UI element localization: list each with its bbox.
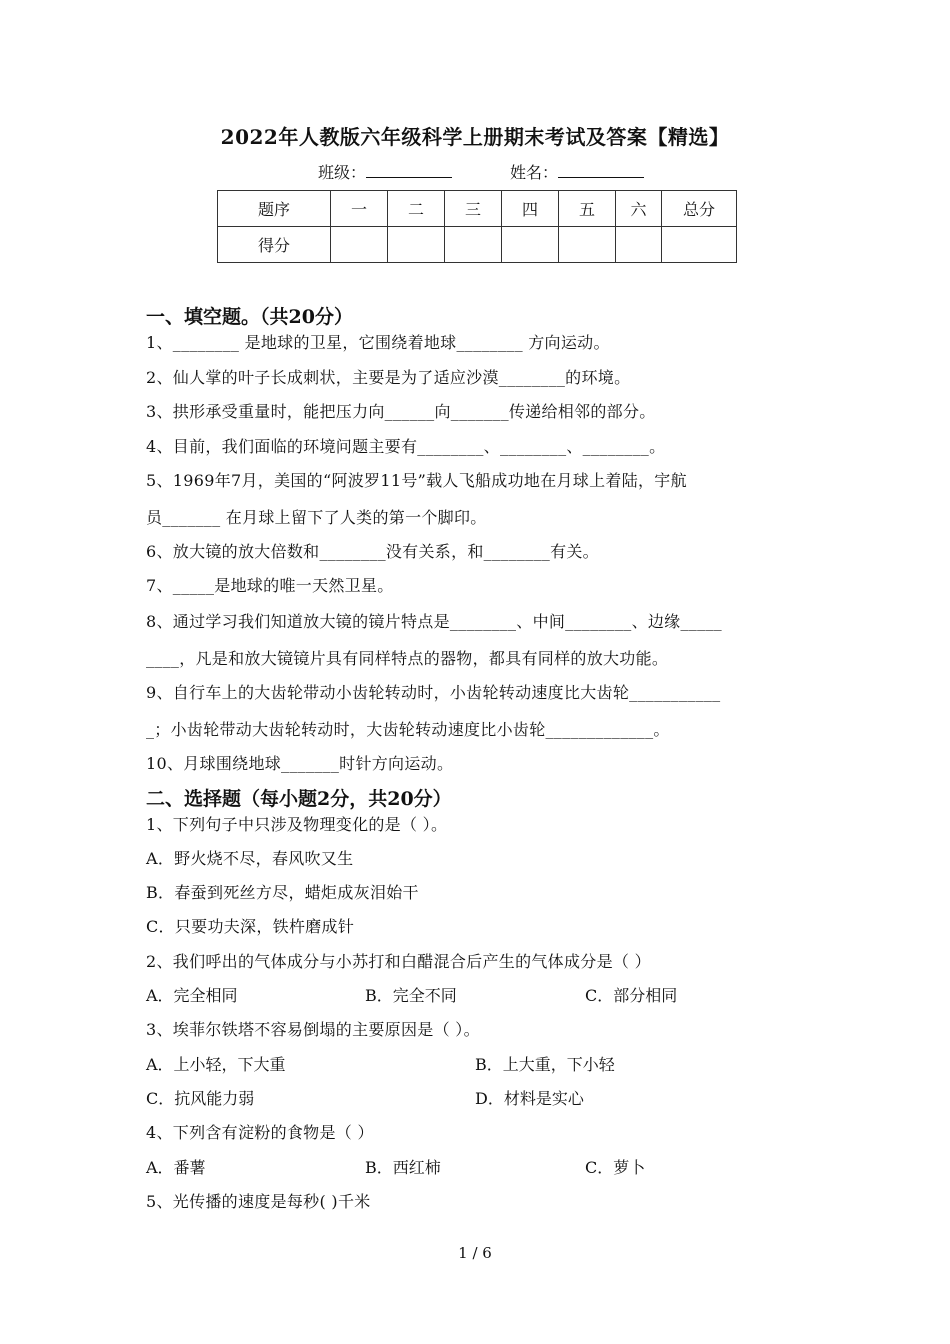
student-info bbox=[318, 160, 644, 183]
option-line: A．野火烧不尽，春风吹又生 bbox=[146, 849, 354, 868]
score-cell[interactable] bbox=[388, 227, 445, 263]
question-line: 员_______ 在月球上留下了人类的第一个脚印。 bbox=[146, 508, 487, 527]
question-line: 1、________ 是地球的卫星，它围绕着地球________ 方向运动。 bbox=[146, 333, 610, 352]
option: A．完全相同 bbox=[146, 986, 238, 1005]
score-cell[interactable] bbox=[616, 227, 662, 263]
header-cell: 三 bbox=[445, 191, 502, 227]
score-table-header-row bbox=[218, 191, 737, 227]
question-line: 5、1969年7月，美国的“阿波罗11号”载人飞船成功地在月球上着陆，宇航 bbox=[146, 471, 687, 490]
header-cell: 五 bbox=[559, 191, 616, 227]
option: B．西红柿 bbox=[365, 1158, 441, 1177]
score-table bbox=[217, 190, 737, 263]
option: C．萝卜 bbox=[585, 1158, 646, 1177]
option: B．完全不同 bbox=[365, 986, 457, 1005]
question-line: 9、自行车上的大齿轮带动小齿轮转动时，小齿轮转动速度比大齿轮___________ bbox=[146, 683, 721, 702]
score-table-score-row bbox=[218, 227, 737, 263]
question-line: 5、光传播的速度是每秒( )千米 bbox=[146, 1192, 371, 1211]
page-number: 1 / 6 bbox=[458, 1244, 492, 1262]
class-label: 班级： bbox=[318, 163, 367, 182]
question-line: 6、放大镜的放大倍数和________没有关系，和________有关。 bbox=[146, 542, 599, 561]
option: B．上大重，下小轻 bbox=[475, 1055, 615, 1074]
option-line: B．春蚕到死丝方尽，蜡炬成灰泪始干 bbox=[146, 883, 419, 902]
question-line: 4、目前，我们面临的环境问题主要有________、________、________。 bbox=[146, 437, 666, 456]
question-line: 7、_____是地球的唯一天然卫星。 bbox=[146, 576, 394, 595]
question-line: 4、下列含有淀粉的食物是（ ） bbox=[146, 1123, 374, 1142]
option-line: C．只要功夫深，铁杵磨成针 bbox=[146, 917, 355, 936]
name-blank bbox=[558, 163, 644, 178]
header-cell: 题序 bbox=[218, 191, 331, 227]
header-cell: 总分 bbox=[662, 191, 737, 227]
question-line: 1、下列句子中只涉及物理变化的是（ ）。 bbox=[146, 815, 448, 834]
row-label-cell: 得分 bbox=[218, 227, 331, 263]
score-cell[interactable] bbox=[502, 227, 559, 263]
option: C．部分相同 bbox=[585, 986, 678, 1005]
page-title: 2022年人教版六年级科学上册期末考试及答案【精选】 bbox=[220, 125, 730, 149]
question-line: ____，凡是和放大镜镜片具有同样特点的器物，都具有同样的放大功能。 bbox=[146, 649, 669, 668]
question-line: 8、通过学习我们知道放大镜的镜片特点是________、中间________、边缘_____ bbox=[146, 612, 722, 631]
score-cell[interactable] bbox=[331, 227, 388, 263]
header-cell: 六 bbox=[616, 191, 662, 227]
header-cell: 四 bbox=[502, 191, 559, 227]
question-line: _；小齿轮带动大齿轮转动时，大齿轮转动速度比小齿轮_____________。 bbox=[146, 720, 670, 739]
option: A．上小轻，下大重 bbox=[146, 1055, 286, 1074]
score-cell[interactable] bbox=[559, 227, 616, 263]
score-cell[interactable] bbox=[662, 227, 737, 263]
score-cell[interactable] bbox=[445, 227, 502, 263]
header-cell: 一 bbox=[331, 191, 388, 227]
option: C．抗风能力弱 bbox=[146, 1089, 255, 1108]
question-line: 2、仙人掌的叶子长成刺状，主要是为了适应沙漠________的环境。 bbox=[146, 368, 631, 387]
class-blank bbox=[366, 163, 452, 178]
question-line: 3、埃菲尔铁塔不容易倒塌的主要原因是（ ）。 bbox=[146, 1020, 480, 1039]
name-label: 姓名： bbox=[510, 163, 559, 182]
option: D．材料是实心 bbox=[475, 1089, 584, 1108]
question-line: 2、我们呼出的气体成分与小苏打和白醋混合后产生的气体成分是（ ） bbox=[146, 952, 651, 971]
question-line: 10、月球围绕地球_______时针方向运动。 bbox=[146, 754, 454, 773]
section1-title: 一、填空题。（共20分） bbox=[146, 306, 353, 328]
section2-title: 二、选择题（每小题2分，共20分） bbox=[146, 788, 452, 810]
question-line: 3、拱形承受重量时，能把压力向______向_______传递给相邻的部分。 bbox=[146, 402, 656, 421]
header-cell: 二 bbox=[388, 191, 445, 227]
option: A．番薯 bbox=[146, 1158, 206, 1177]
